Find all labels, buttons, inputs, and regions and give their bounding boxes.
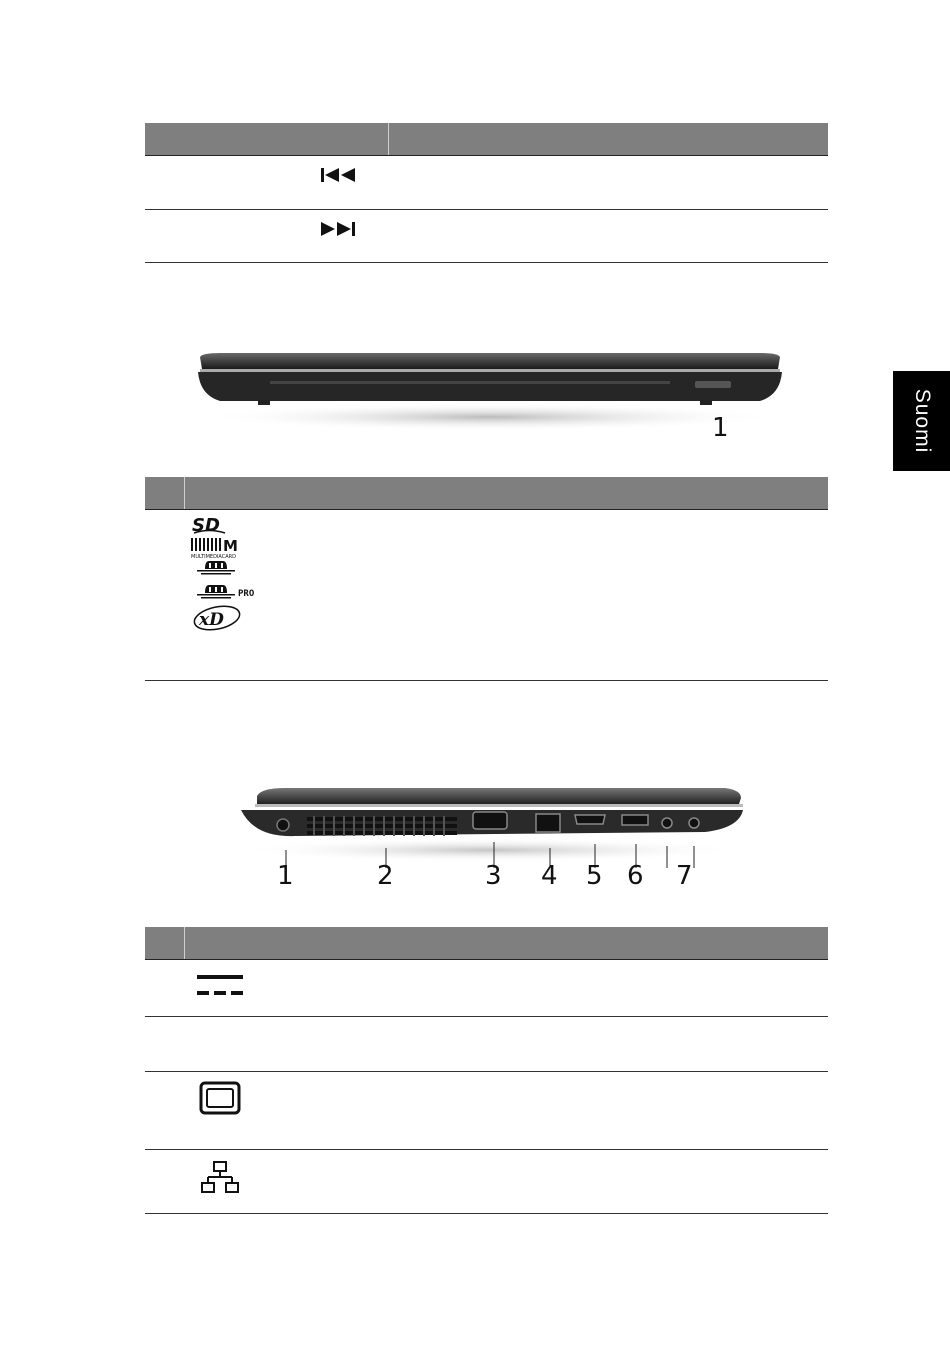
sd-card-icon [191,514,229,534]
left-features-table [145,927,828,1214]
laptop-front-view-image [190,345,790,435]
side-tab-label: Suomi [910,388,934,454]
memory-stick-icon [195,560,237,576]
table-header [145,927,828,960]
table-row [145,1017,828,1072]
svg-text:M: M [223,537,238,555]
ethernet-icon [200,1160,240,1196]
language-side-tab [893,371,950,471]
left-callout-4: 4 [541,861,558,891]
table-row [145,1150,828,1214]
left-callout-6: 6 [627,861,644,891]
svg-text:SD: SD [192,515,220,534]
multimediacard-icon [191,537,243,559]
next-track-icon [321,221,357,237]
front-features-table [145,477,828,681]
pro-label: PRO [238,589,255,599]
media-keys-table [145,123,828,263]
table-row [145,1072,828,1150]
left-callout-5: 5 [586,861,603,891]
memory-stick-pro-icon [195,584,259,600]
table-row [145,960,828,1017]
left-callout-3: 3 [485,861,502,891]
table-row [145,510,828,681]
previous-track-icon [321,167,357,183]
left-callout-1: 1 [277,861,294,891]
table-row [145,210,828,263]
xd-picture-card-icon [192,605,242,631]
svg-text:xD: xD [199,610,224,630]
table-header [145,123,828,156]
dc-power-icon [196,973,244,999]
left-callout-2: 2 [377,861,394,891]
external-display-icon [199,1081,241,1115]
front-callout-1: 1 [712,413,729,443]
table-header [145,477,828,510]
mmc-label: MULTIMEDIACARD [191,554,236,559]
table-row [145,156,828,210]
left-callout-7: 7 [676,861,693,891]
